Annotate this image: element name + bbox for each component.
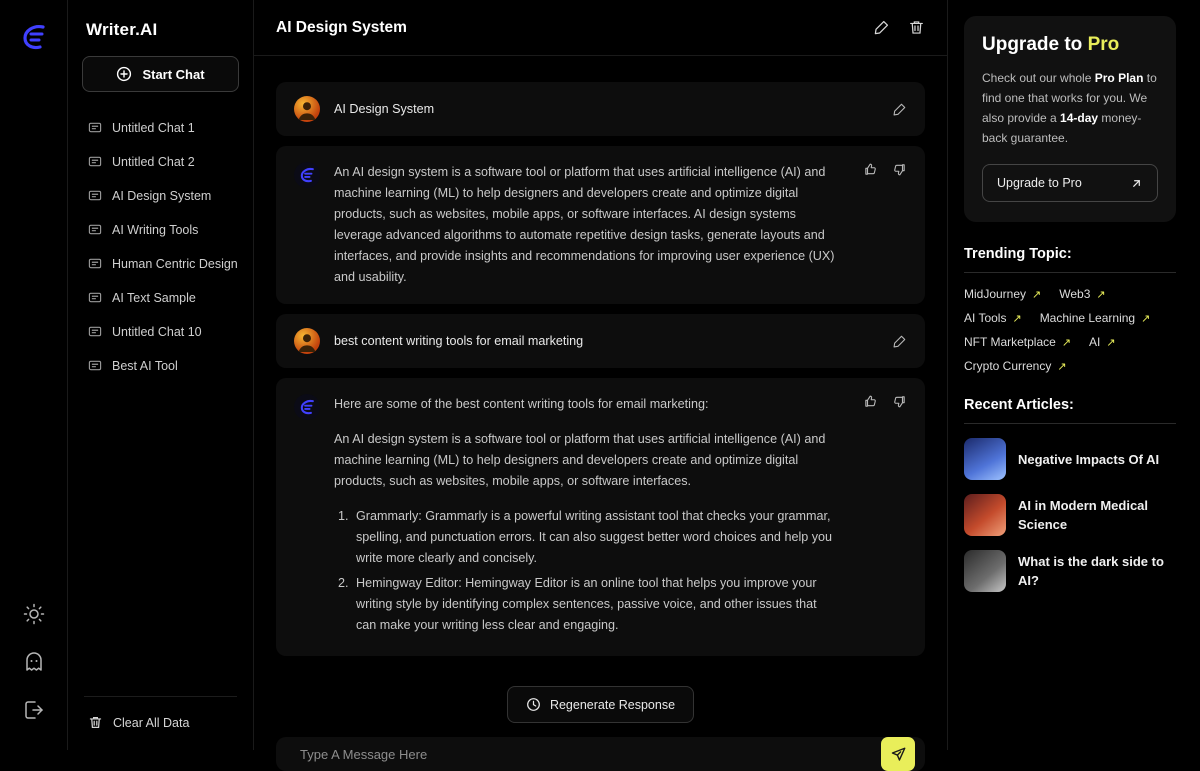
message-feedback xyxy=(853,162,907,288)
send-button[interactable] xyxy=(881,737,915,771)
chat-bubble-icon xyxy=(88,155,102,169)
article-thumbnail xyxy=(964,438,1006,480)
icon-rail xyxy=(0,0,68,750)
plus-circle-icon xyxy=(116,66,132,82)
chat-list-item[interactable] xyxy=(82,350,239,382)
upgrade-body-3: money-back guarantee. xyxy=(982,111,1142,145)
arrow-up-right-icon: ↗ xyxy=(1061,336,1072,349)
message-paragraph: An AI design system is a software tool or platform that uses artificial intelligence (AI) and machine learning (ML) to help designers and developers create and optimize digital products, such as websites, mobile apps, or software interfaces. xyxy=(334,432,826,488)
thumbs-up-icon[interactable] xyxy=(863,394,878,409)
chat-list-item-label: Untitled Chat 1 xyxy=(112,121,195,135)
trending-divider xyxy=(964,272,1176,273)
chat-list xyxy=(82,112,239,382)
arrow-up-right-icon xyxy=(1130,177,1143,190)
message-paragraph: Here are some of the best content writing tools for email marketing: xyxy=(334,397,709,411)
message-user xyxy=(276,314,925,368)
arrow-up-right-icon: ↗ xyxy=(1057,360,1067,373)
avatar xyxy=(294,96,320,122)
message-text-block xyxy=(334,394,839,640)
chat-list-item[interactable] xyxy=(82,248,239,280)
trash-icon xyxy=(88,715,103,730)
chat-list-item[interactable] xyxy=(82,180,239,212)
recent-articles-divider xyxy=(964,423,1176,424)
message-thread xyxy=(254,56,947,737)
topic-chip[interactable] xyxy=(964,335,1071,349)
list-item: 1. Grammarly: Grammarly is a powerful writing assistant tool that checks your grammar, spelling, and punctuation errors. It can also suggest better word choices and help you write more clearly and concisely. xyxy=(352,506,839,569)
topic-label: AI xyxy=(1089,335,1101,349)
writerai-logo-icon xyxy=(17,20,51,54)
message-text: AI Design System xyxy=(334,101,435,116)
upgrade-title-accent: Pro xyxy=(1087,34,1120,55)
chat-bubble-icon xyxy=(88,359,102,373)
article-item[interactable] xyxy=(964,494,1176,536)
topic-label: Machine Learning xyxy=(1039,311,1136,325)
upgrade-to-pro-button[interactable] xyxy=(982,164,1158,202)
chat-list-item-label: AI Text Sample xyxy=(112,291,196,305)
message-user xyxy=(276,82,925,136)
right-panel xyxy=(948,0,1200,750)
chat-list-item-label: Untitled Chat 2 xyxy=(112,155,195,169)
chat-list-item[interactable] xyxy=(82,112,239,144)
main-panel xyxy=(254,0,948,750)
upgrade-body-1: Check out our whole xyxy=(982,71,1095,85)
upgrade-body-2: to find one that works for you. We also provide a xyxy=(982,71,1157,125)
thumbs-down-icon[interactable] xyxy=(892,394,907,409)
upgrade-title-prefix: Upgrade to xyxy=(982,34,1088,55)
message-text: An AI design system is a software tool or platform that uses artificial intelligence (AI) and machine learning (ML) to help designers and developers create and optimize digital products, such as websites, mobile apps, or software interfaces. AI design systems leverage advanced algorithms to automate repetitive design tasks, generate layouts and interfaces, and provide insights and recommendations for improving user experience (UX) and usability. xyxy=(334,165,835,284)
topic-label: AI Tools xyxy=(964,311,1007,325)
chat-list-item-label: Human Centric Design xyxy=(112,257,238,271)
chat-list-item-label: Untitled Chat 10 xyxy=(112,325,202,339)
topic-chip[interactable] xyxy=(1040,311,1151,325)
send-icon xyxy=(890,746,907,763)
topic-label: NFT Marketplace xyxy=(964,335,1056,349)
message-assistant xyxy=(276,378,925,656)
article-item[interactable] xyxy=(964,550,1176,592)
chat-sidebar xyxy=(68,0,254,750)
message-assistant xyxy=(276,146,925,304)
clear-all-data-label: Clear All Data xyxy=(113,715,190,730)
article-title: AI in Modern Medical Science xyxy=(1018,498,1149,532)
article-item[interactable] xyxy=(964,438,1176,480)
brand-title: Writer.AI xyxy=(86,20,158,39)
thumbs-down-icon[interactable] xyxy=(892,162,907,177)
message-actions xyxy=(882,334,907,349)
chat-list-item-label: AI Design System xyxy=(112,189,212,203)
message-composer xyxy=(276,737,925,771)
upgrade-body xyxy=(982,68,1158,148)
chat-list-item[interactable] xyxy=(82,316,239,348)
chat-list-item[interactable] xyxy=(82,282,239,314)
sidebar-divider xyxy=(84,696,237,697)
edit-message-icon[interactable] xyxy=(892,102,907,117)
topic-chip[interactable] xyxy=(964,311,1022,325)
chat-list-item-label: Best AI Tool xyxy=(112,359,178,373)
list-item: 2. Hemingway Editor: Hemingway Editor is an online tool that helps you improve your writing style by identifying complex sentences, passive voice, and other issues that can make your writing less clear and engaging. xyxy=(352,573,839,636)
clear-all-data-button[interactable] xyxy=(82,711,239,734)
topic-label: Crypto Currency xyxy=(964,359,1052,373)
recent-articles-heading: Recent Articles: xyxy=(964,397,1074,413)
chat-bubble-icon xyxy=(88,257,102,271)
article-thumbnail xyxy=(964,494,1006,536)
chat-bubble-icon xyxy=(88,223,102,237)
main-header xyxy=(254,0,947,56)
article-title: What is the dark side to AI? xyxy=(1018,554,1164,588)
chat-bubble-icon xyxy=(88,189,102,203)
topic-chip[interactable] xyxy=(1059,287,1105,301)
ghost-icon[interactable] xyxy=(22,650,46,674)
start-chat-button[interactable] xyxy=(82,56,239,92)
chat-list-item[interactable] xyxy=(82,146,239,178)
chat-list-item-label: AI Writing Tools xyxy=(112,223,199,237)
sidebar-spacer xyxy=(82,382,239,696)
topic-chip[interactable] xyxy=(964,287,1041,301)
topic-chip[interactable] xyxy=(1089,335,1116,349)
article-title: Negative Impacts Of AI xyxy=(1018,451,1160,467)
chat-bubble-icon xyxy=(88,325,102,339)
upgrade-body-bold-2: 14-day xyxy=(1060,111,1099,125)
chat-bubble-icon xyxy=(88,291,102,305)
message-list xyxy=(352,506,839,636)
delete-chat-icon[interactable] xyxy=(908,19,925,36)
message-actions xyxy=(882,102,907,117)
upgrade-button-label: Upgrade to Pro xyxy=(997,176,1082,190)
trending-heading: Trending Topic: xyxy=(964,246,1072,262)
upgrade-title xyxy=(982,34,1158,56)
regenerate-response-label: Regenerate Response xyxy=(549,697,676,712)
topic-label: MidJourney xyxy=(964,287,1027,301)
message-feedback xyxy=(853,394,907,640)
arrow-up-right-icon: ↗ xyxy=(1012,312,1022,325)
topic-chip[interactable] xyxy=(964,359,1067,373)
page-title: AI Design System xyxy=(276,18,407,36)
arrow-up-right-icon: ↗ xyxy=(1096,288,1106,301)
regenerate-response-button[interactable] xyxy=(507,686,694,723)
chat-bubble-icon xyxy=(88,121,102,135)
theme-toggle-icon[interactable] xyxy=(22,602,46,626)
refresh-icon xyxy=(526,697,541,712)
message-text: best content writing tools for email marketing xyxy=(334,333,584,348)
message-input[interactable] xyxy=(300,747,881,762)
logout-icon[interactable] xyxy=(22,698,46,722)
assistant-avatar-icon xyxy=(294,162,320,188)
main-header-actions xyxy=(873,19,925,36)
regenerate-row xyxy=(276,666,925,737)
arrow-up-right-icon: ↗ xyxy=(1032,288,1042,301)
arrow-up-right-icon: ↗ xyxy=(1106,336,1116,349)
upgrade-card xyxy=(964,16,1176,222)
thumbs-up-icon[interactable] xyxy=(863,162,878,177)
assistant-avatar-icon xyxy=(294,394,320,420)
chat-list-item[interactable] xyxy=(82,214,239,246)
recent-articles-list xyxy=(964,438,1176,592)
article-thumbnail xyxy=(964,550,1006,592)
arrow-up-right-icon: ↗ xyxy=(1141,312,1151,325)
topic-label: Web3 xyxy=(1059,287,1091,301)
trending-topics xyxy=(964,287,1176,373)
avatar xyxy=(294,328,320,354)
edit-message-icon[interactable] xyxy=(892,334,907,349)
start-chat-label: Start Chat xyxy=(142,66,205,82)
upgrade-body-bold-1: Pro Plan xyxy=(1094,71,1144,85)
edit-title-icon[interactable] xyxy=(873,19,890,36)
